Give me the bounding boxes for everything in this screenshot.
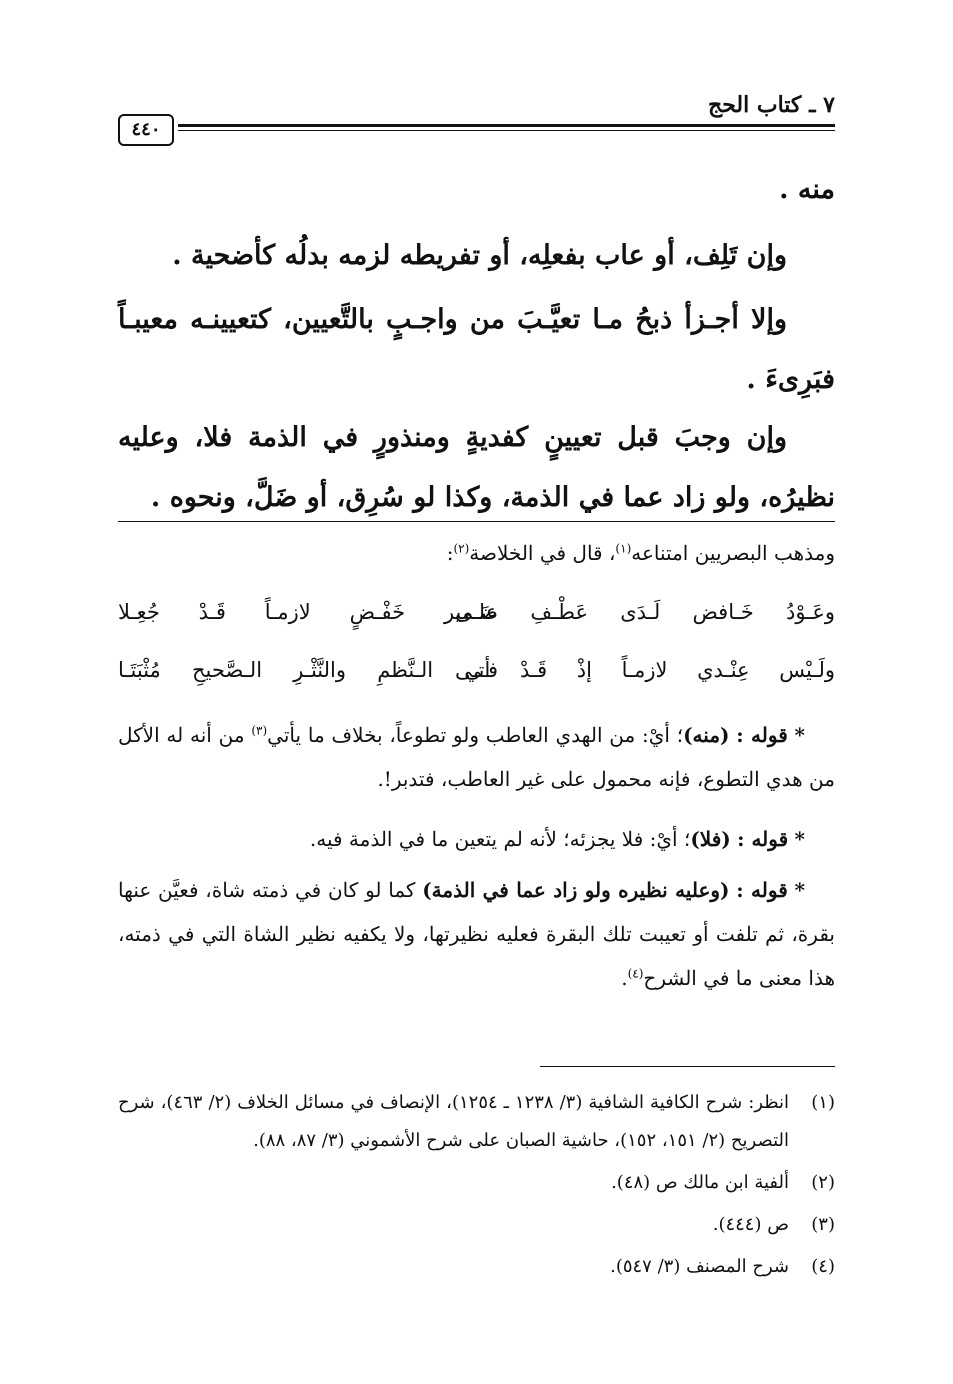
matn-paragraph-3 — [118, 290, 835, 410]
footnote-text: ص (٤٤٤). — [712, 1214, 789, 1235]
sharh-intro-line — [118, 531, 835, 575]
matn-text: وإن تَلِف، أو عاب بفعلِه، أو تفريطه لزمه بدلُه كأضحية . — [172, 240, 787, 271]
poem-verse-1 — [118, 590, 835, 634]
footnote-number: (٢) — [811, 1172, 835, 1193]
asterisk-marker: * — [794, 878, 805, 902]
intro-text: ومذهب البصريين امتناعه — [631, 541, 835, 565]
matn-paragraph-4 — [118, 408, 835, 528]
matn-text: وإن وجبَ قبل تعيينٍ كفديةٍ ومنذورٍ في الذمة فلا، وعليه نظيرُه، ولو زاد عما في الذمة، وكذا لو سُرِق، أو ضَلَّ، ونحوه . — [118, 422, 835, 513]
commentary-text — [118, 817, 835, 861]
footnote-number: (١) — [811, 1092, 835, 1113]
footnote-ref-3[interactable]: (٣) — [251, 723, 268, 738]
quoted-matn: (وعليه نظيره ولو زاد عما في الذمة) — [422, 878, 730, 902]
commentary-body: ؛ أيْ: فلا يجزئه؛ لأنه لم يتعين ما في الذمة فيه. — [309, 827, 691, 851]
asterisk-marker: * — [794, 723, 806, 747]
matn-sharh-separator — [118, 521, 835, 522]
header-rule — [178, 124, 835, 132]
footnote-text: انظر: شرح الكافية الشافية (٣/ ١٢٣٨ ـ ١٢٥٤)، الإنصاف في مسائل الخلاف (٢/ ٤٦٣)، شرح التصريح (٢/ ١٥١، ١٥٢)، حاشية الصبان على شرح الأشموني (٣/ ٨٧، ٨٨). — [118, 1092, 790, 1151]
commentary-paragraph-1 — [118, 713, 835, 801]
asterisk-marker: * — [794, 827, 805, 851]
commentary-body: من أنه له الأكل من هدي التطوع، فإنه محمول على غير العاطب، فتدبر!. — [118, 723, 835, 791]
page-number-box: ٤٤٠ — [118, 114, 174, 146]
qawluh-label: قوله : — [736, 723, 788, 747]
commentary-paragraph-2 — [118, 817, 835, 861]
footnote-ref-1[interactable]: (١) — [615, 541, 632, 556]
commentary-paragraph-3 — [118, 868, 835, 1000]
intro-end: : — [446, 541, 454, 565]
footnote-item — [118, 1164, 835, 1202]
matn-text: منه . — [779, 174, 835, 205]
matn-paragraph-2 — [118, 226, 835, 286]
quoted-matn: (فلا) — [690, 827, 731, 851]
qawluh-label: قوله : — [737, 827, 789, 851]
commentary-body: . — [621, 966, 628, 990]
footnote-rule — [540, 1066, 835, 1067]
verse-first-hemistich: وعَـوْدُ خَـافض لَـدَى عَطْـفِ علـى — [455, 600, 835, 624]
poem-verse-2 — [118, 648, 835, 692]
header-rule-thin — [178, 130, 835, 131]
footnote-ref-4[interactable]: (٤) — [627, 966, 644, 981]
matn-text: وإلا أجـزأ ذبحُ مـا تعيَّـبَ من واجـبٍ بالتَّعيين، كتعيينـه معيبـاً فبَرِىءَ . — [118, 304, 835, 395]
footnote-number: (٤) — [811, 1256, 835, 1277]
matn-line-1 — [118, 160, 835, 220]
footnote-text: ألفية ابن مالك ص (٤٨). — [611, 1172, 789, 1193]
commentary-text — [118, 868, 835, 1000]
commentary-text — [118, 713, 835, 801]
intro-mid: ، قال في الخلاصة — [469, 541, 616, 565]
footnote-number: (٣) — [811, 1214, 835, 1235]
footnote-text: شرح المصنف (٣/ ٥٤٧). — [610, 1256, 789, 1277]
footnotes-section — [118, 1084, 835, 1290]
quoted-matn: (منه) — [683, 723, 730, 747]
verse-second-hemistich: ضَـمير خَفْـضٍ لازمـاً قَـدْ جُعِـلا — [118, 600, 498, 624]
header-rule-thick — [178, 124, 835, 127]
commentary-body: ؛ أيْ: من الهدي العاطب ولو تطوعاً، بخلاف ما يأتي — [267, 723, 684, 747]
footnote-item — [118, 1084, 835, 1160]
footnote-item — [118, 1206, 835, 1244]
qawluh-label: قوله : — [736, 878, 788, 902]
running-header-title: ٧ ـ كتاب الحج — [708, 92, 835, 118]
sharh-intro — [118, 531, 835, 575]
verse-second-hemistich: فـي الـنَّظمِ والنَّثْـرِ الـصَّحيحِ مُثْبَتَـا — [118, 658, 498, 682]
footnote-ref-2[interactable]: (٢) — [453, 541, 470, 556]
footnote-item — [118, 1248, 835, 1286]
commentary-body: كما لو كان في ذمته شاة، فعيَّن عنها بقرة، ثم تلفت أو تعيبت تلك البقرة فعليه نظيرتها، ولا يكفيه نظير الشاة التي في ذمته، هذا معنى ما في الشرح — [118, 878, 835, 990]
verse-first-hemistich: ولَـيْس عِنْـدي لازمـاً إذْ قَـدْ أتـى — [455, 658, 835, 682]
